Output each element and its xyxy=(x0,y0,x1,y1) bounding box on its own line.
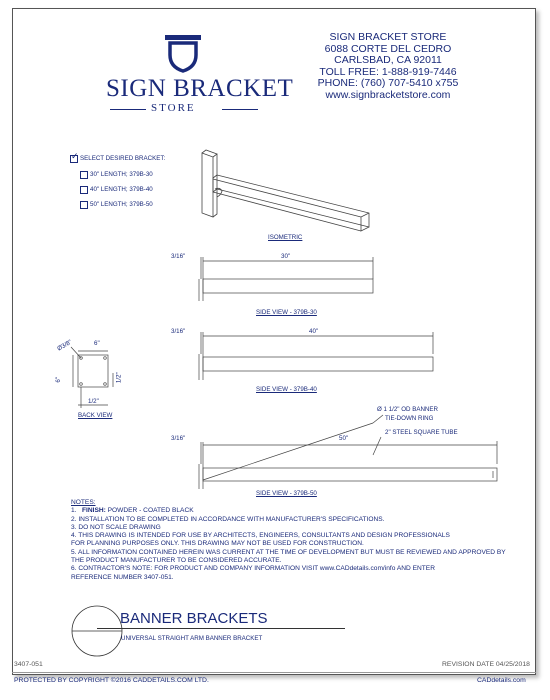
brand-title: SIGN BRACKET xyxy=(106,75,294,102)
note-1 xyxy=(71,507,506,515)
isometric-drawing xyxy=(193,147,383,237)
note-line: 2. INSTALLATION TO BE COMPLETED IN ACCORDANCE WITH MANUFACTURER'S SPECIFICATIONS. xyxy=(71,515,385,523)
copyright-text: PROTECTED BY COPYRIGHT ©2016 CADDETAILS.COM LTD. xyxy=(14,677,209,684)
store-website[interactable]: www.signbracketstore.com xyxy=(325,88,451,101)
divider xyxy=(110,109,146,110)
callout-ring-line2: TIE-DOWN RING xyxy=(385,415,434,422)
callout-tube: 2" STEEL SQUARE TUBE xyxy=(385,429,458,436)
caddetails-link[interactable]: CADdetails.com xyxy=(477,677,526,684)
dim-back-inner: 1/2" xyxy=(115,372,123,384)
divider xyxy=(222,109,258,110)
dim-plate-40: 3/16" xyxy=(171,328,186,335)
note-1-bold: FINISH: xyxy=(82,507,106,515)
store-phone: PHONE: (760) 707-5410 x755 xyxy=(317,77,459,90)
note-1-number: 1. xyxy=(71,507,77,515)
back-view-label: BACK VIEW xyxy=(78,412,113,419)
option-checkbox-40[interactable] xyxy=(80,186,88,194)
callout-ring-line1: Ø 1 1/2" OD BANNER xyxy=(377,406,438,413)
side-view-30-label: SIDE VIEW - 379B-30 xyxy=(256,309,317,316)
note-line: 3. DO NOT SCALE DRAWING xyxy=(71,523,161,531)
option-50: 50" LENGTH; 379B-50 xyxy=(90,201,153,208)
title-block-subtitle: UNIVERSAL STRAIGHT ARM BANNER BRACKET xyxy=(121,635,263,642)
dim-back-width: 6" xyxy=(94,340,100,347)
dim-back-bottom: 1/2" xyxy=(88,398,99,405)
note-line: FOR PLANNING PURPOSES ONLY. THIS DRAWING MAY NOT BE USED FOR CONSTRUCTION. xyxy=(71,540,364,548)
note-line: REFERENCE NUMBER 3407-051. xyxy=(71,573,174,581)
option-checkbox-50[interactable] xyxy=(80,201,88,209)
note-line: THE PRODUCT MANUFACTURER TO BE CONSIDERED ACCURATE. xyxy=(71,557,282,565)
dim-hole: Ø3/8" xyxy=(56,338,74,353)
back-view-drawing xyxy=(61,343,131,415)
store-name: SIGN BRACKET STORE xyxy=(329,31,447,43)
side-view-30-drawing xyxy=(163,249,543,319)
notes-section xyxy=(71,499,506,582)
brand-subtitle: STORE xyxy=(151,102,196,114)
store-tollfree: TOLL FREE: 1-888-919-7446 xyxy=(319,65,457,78)
dim-length-40: 40" xyxy=(309,328,319,335)
dim-plate-30: 3/16" xyxy=(171,253,186,260)
check-icon: ✓ xyxy=(71,151,79,161)
revision-date: REVISION DATE 04/25/2018 xyxy=(442,661,530,668)
shield-logo-icon xyxy=(161,31,205,73)
footer-divider xyxy=(12,672,536,673)
sheet-reference: 3407-051 xyxy=(14,661,43,668)
title-block-title: BANNER BRACKETS xyxy=(120,610,268,627)
note-line: 6. CONTRACTOR'S NOTE: FOR PRODUCT AND COMPANY INFORMATION VISIT www.CADdetails.com/info AND ENTER xyxy=(71,565,435,573)
side-view-50-label: SIDE VIEW - 379B-50 xyxy=(256,490,317,497)
dim-back-height: 6" xyxy=(55,376,63,383)
option-30: 30" LENGTH; 379B-30 xyxy=(90,171,153,178)
drawing-sheet xyxy=(12,8,536,675)
option-checkbox-30[interactable] xyxy=(80,171,88,179)
select-heading: SELECT DESIRED BRACKET: xyxy=(80,155,166,162)
side-view-40-label: SIDE VIEW - 379B-40 xyxy=(256,386,317,393)
isometric-label: ISOMETRIC xyxy=(268,234,303,241)
note-line: 4. THIS DRAWING IS INTENDED FOR USE BY ARCHITECTS, ENGINEERS, CONSULTANTS AND DESIGN PROFESSIONALS xyxy=(71,532,450,540)
brand-subtitle-row xyxy=(110,102,270,116)
dim-plate-50: 3/16" xyxy=(171,435,186,442)
side-view-40-drawing xyxy=(163,324,543,394)
note-1-text: POWDER - COATED BLACK xyxy=(105,507,194,515)
dim-length-50: 50" xyxy=(339,435,349,442)
notes-heading: NOTES: xyxy=(71,499,96,506)
side-view-50-drawing xyxy=(163,407,543,497)
store-info xyxy=(313,32,463,102)
note-line: 5. ALL INFORMATION CONTAINED HEREIN WAS CURRENT AT THE TIME OF DEVELOPMENT BUT MUST BE REVIEWED AND APPROVED BY xyxy=(71,548,506,556)
store-address1: 6088 CORTE DEL CEDRO xyxy=(324,42,452,55)
title-divider xyxy=(97,628,345,629)
dim-length-30: 30" xyxy=(281,253,291,260)
store-address2: CARLSBAD, CA 92011 xyxy=(334,54,442,67)
option-40: 40" LENGTH; 379B-40 xyxy=(90,186,153,193)
